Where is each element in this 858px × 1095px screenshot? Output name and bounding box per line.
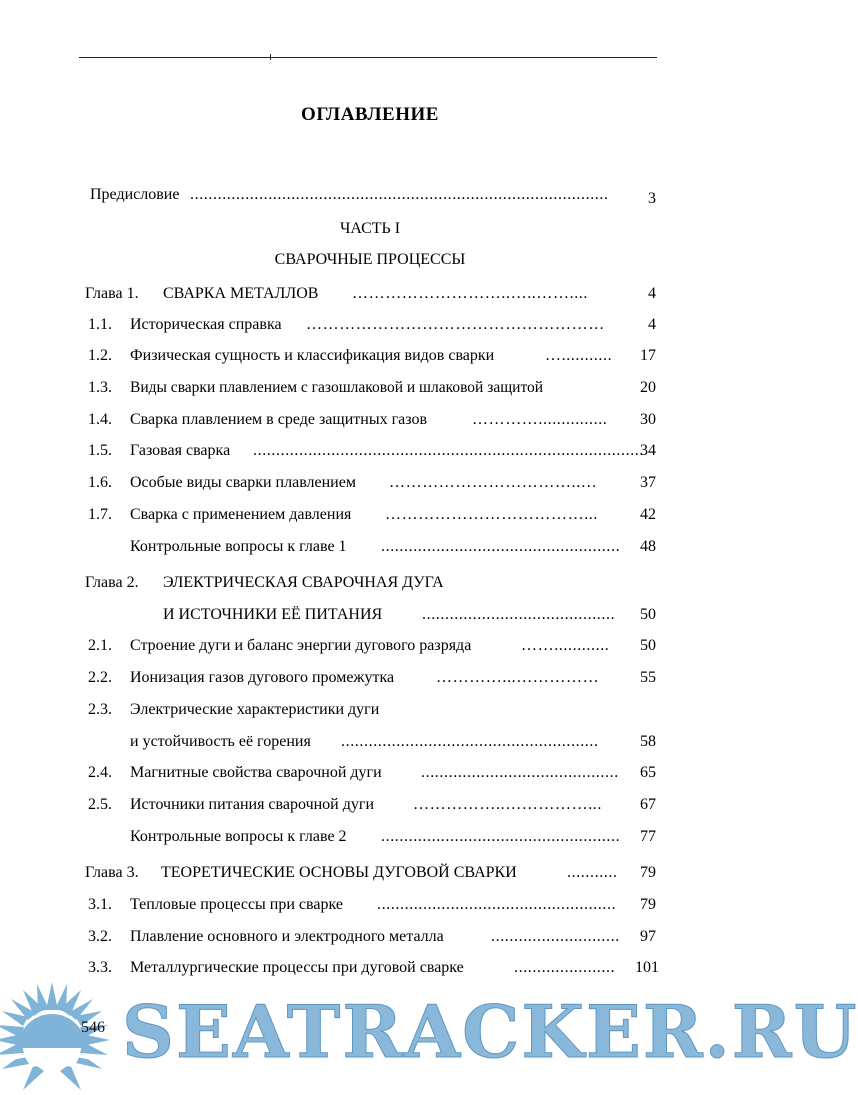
toc-page: 97 — [640, 928, 656, 945]
section-number: 2.3. — [88, 701, 112, 718]
toc-leader: ……………………………..… — [389, 474, 598, 491]
toc-row — [0, 762, 775, 784]
toc-page: 58 — [640, 733, 656, 750]
section-number: 2.1. — [88, 637, 112, 654]
toc-leader: .................................................... — [377, 896, 617, 913]
toc-leader: ..................................................................................... — [253, 442, 644, 459]
toc-page: 4 — [648, 285, 656, 302]
toc-leader: ........................................... — [421, 764, 619, 781]
toc-leader: ........................................................ — [341, 733, 599, 750]
page-number: 546 — [81, 1019, 105, 1036]
toc-text: Строение дуги и баланс энергии дугового разряда — [130, 637, 472, 654]
toc-text: и устойчивость её горения — [130, 733, 311, 750]
toc-row — [0, 472, 775, 494]
toc-leader: ………………………..…..…….... — [352, 285, 588, 302]
toc-row — [0, 826, 775, 848]
toc-page: 67 — [640, 796, 656, 813]
toc-leader: ............................ — [491, 928, 620, 945]
toc-leader: .................................................... — [381, 828, 621, 845]
section-number: 1.6. — [88, 474, 112, 491]
chapter-number: Глава 3. — [85, 864, 139, 881]
section-number: 3.2. — [88, 928, 112, 945]
toc-page: 79 — [640, 896, 656, 913]
toc-row-chapter-1 — [0, 283, 775, 305]
chapter-title: ЭЛЕКТРИЧЕСКАЯ СВАРОЧНАЯ ДУГА — [163, 574, 444, 591]
toc-row — [0, 314, 775, 336]
toc-page: 50 — [640, 606, 656, 623]
toc-text: Сварка плавлением в среде защитных газов — [130, 411, 428, 428]
toc-page: 34 — [640, 442, 656, 459]
section-number: 1.2. — [88, 347, 112, 364]
chapter-title: ТЕОРЕТИЧЕСКИЕ ОСНОВЫ ДУГОВОЙ СВАРКИ — [161, 864, 517, 881]
toc-text: Электрические характеристики дуги — [130, 701, 380, 718]
section-number: 1.1. — [88, 316, 112, 333]
toc-text: Газовая сварка — [130, 442, 231, 459]
toc-text: Особые виды сварки плавлением — [130, 474, 356, 491]
section-number: 3.1. — [88, 896, 112, 913]
toc-leader: ...................... — [514, 959, 616, 976]
watermark-text: SEATRACKER.RU — [122, 989, 858, 1074]
toc-page: 42 — [640, 506, 656, 523]
toc-page: 101 — [635, 959, 659, 976]
toc-page: 37 — [640, 474, 656, 491]
top-rule — [79, 57, 657, 58]
toc-text: Историческая справка — [130, 316, 282, 333]
toc-leader: ……………………………………………… — [306, 316, 605, 333]
toc-row — [0, 504, 775, 526]
toc-row — [0, 377, 775, 399]
toc-row — [0, 536, 775, 558]
toc-page: 17 — [640, 347, 656, 364]
section-number: 1.3. — [88, 379, 112, 396]
toc-text: Предисловие — [90, 186, 180, 203]
toc-row — [0, 667, 775, 689]
toc-text: Контрольные вопросы к главе 1 — [130, 538, 347, 555]
section-number: 2.2. — [88, 669, 112, 686]
chapter-title-cont: И ИСТОЧНИКИ ЕЁ ПИТАНИЯ — [163, 606, 383, 623]
toc-row — [0, 699, 775, 721]
toc-page: 50 — [640, 637, 656, 654]
toc-page: 4 — [648, 316, 656, 333]
toc-text: Виды сварки плавлением с газошлаковой и шлаковой защитой — [130, 379, 544, 396]
part-label: ЧАСТЬ I — [339, 220, 401, 237]
section-number: 1.4. — [88, 411, 112, 428]
toc-text: Физическая сущность и классификация видов сварки — [130, 347, 495, 364]
toc-page: 65 — [640, 764, 656, 781]
toc-text: Источники питания сварочной дуги — [130, 796, 374, 813]
section-number: 1.5. — [88, 442, 112, 459]
toc-text: Магнитные свойства сварочной дуги — [130, 764, 382, 781]
toc-leader: ……............ — [521, 637, 610, 654]
toc-page: 79 — [640, 864, 656, 881]
toc-page: 55 — [640, 669, 656, 686]
toc-row-chapter-2-cont — [0, 604, 775, 626]
toc-page: 30 — [640, 411, 656, 428]
chapter-title: СВАРКА МЕТАЛЛОВ — [163, 285, 319, 302]
toc-leader: ........................................................................................... — [190, 186, 609, 203]
toc-text: Тепловые процессы при сварке — [130, 896, 343, 913]
toc-leader: .......................................... — [422, 606, 616, 623]
toc-page: 48 — [640, 538, 656, 555]
page-title: ОГЛАВЛЕНИЕ — [301, 104, 439, 125]
toc-leader: …………...…………… — [436, 669, 600, 686]
toc-page: 77 — [640, 828, 656, 845]
toc-row — [0, 635, 775, 657]
section-number: 2.5. — [88, 796, 112, 813]
toc-row — [0, 440, 775, 462]
toc-row — [0, 926, 775, 948]
toc-row — [0, 409, 775, 431]
toc-row-preface — [0, 184, 775, 206]
toc-text: Контрольные вопросы к главе 2 — [130, 828, 347, 845]
section-number: 2.4. — [88, 764, 112, 781]
toc-row — [0, 894, 775, 916]
toc-text: Сварка с применением давления — [130, 506, 352, 523]
section-number: 1.7. — [88, 506, 112, 523]
toc-row — [0, 345, 775, 367]
toc-row — [0, 731, 775, 753]
section-number: 3.3. — [88, 959, 112, 976]
toc-row — [0, 794, 775, 816]
toc-leader: ……………..……………... — [413, 796, 602, 813]
toc-row — [0, 957, 775, 979]
toc-leader: .................................................... — [381, 538, 621, 555]
toc-leader: ………………………………... — [385, 506, 598, 523]
toc-row-chapter-3 — [0, 862, 775, 884]
toc-leader: …………............... — [472, 411, 608, 428]
toc-page: 3 — [648, 190, 656, 207]
toc-page: 20 — [640, 379, 656, 396]
chapter-number: Глава 1. — [85, 285, 139, 302]
chapter-number: Глава 2. — [85, 574, 139, 591]
toc-leader: …........... — [545, 347, 613, 364]
toc-text: Ионизация газов дугового промежутка — [130, 669, 395, 686]
toc-row-chapter-2 — [0, 572, 775, 594]
part-title: СВАРОЧНЫЕ ПРОЦЕССЫ — [274, 251, 466, 268]
toc-text: Плавление основного и электродного металла — [130, 928, 444, 945]
toc-text: Металлургические процессы при дуговой сварке — [130, 959, 464, 976]
toc-leader: ........... — [567, 864, 618, 881]
top-rule-tick — [270, 54, 271, 60]
